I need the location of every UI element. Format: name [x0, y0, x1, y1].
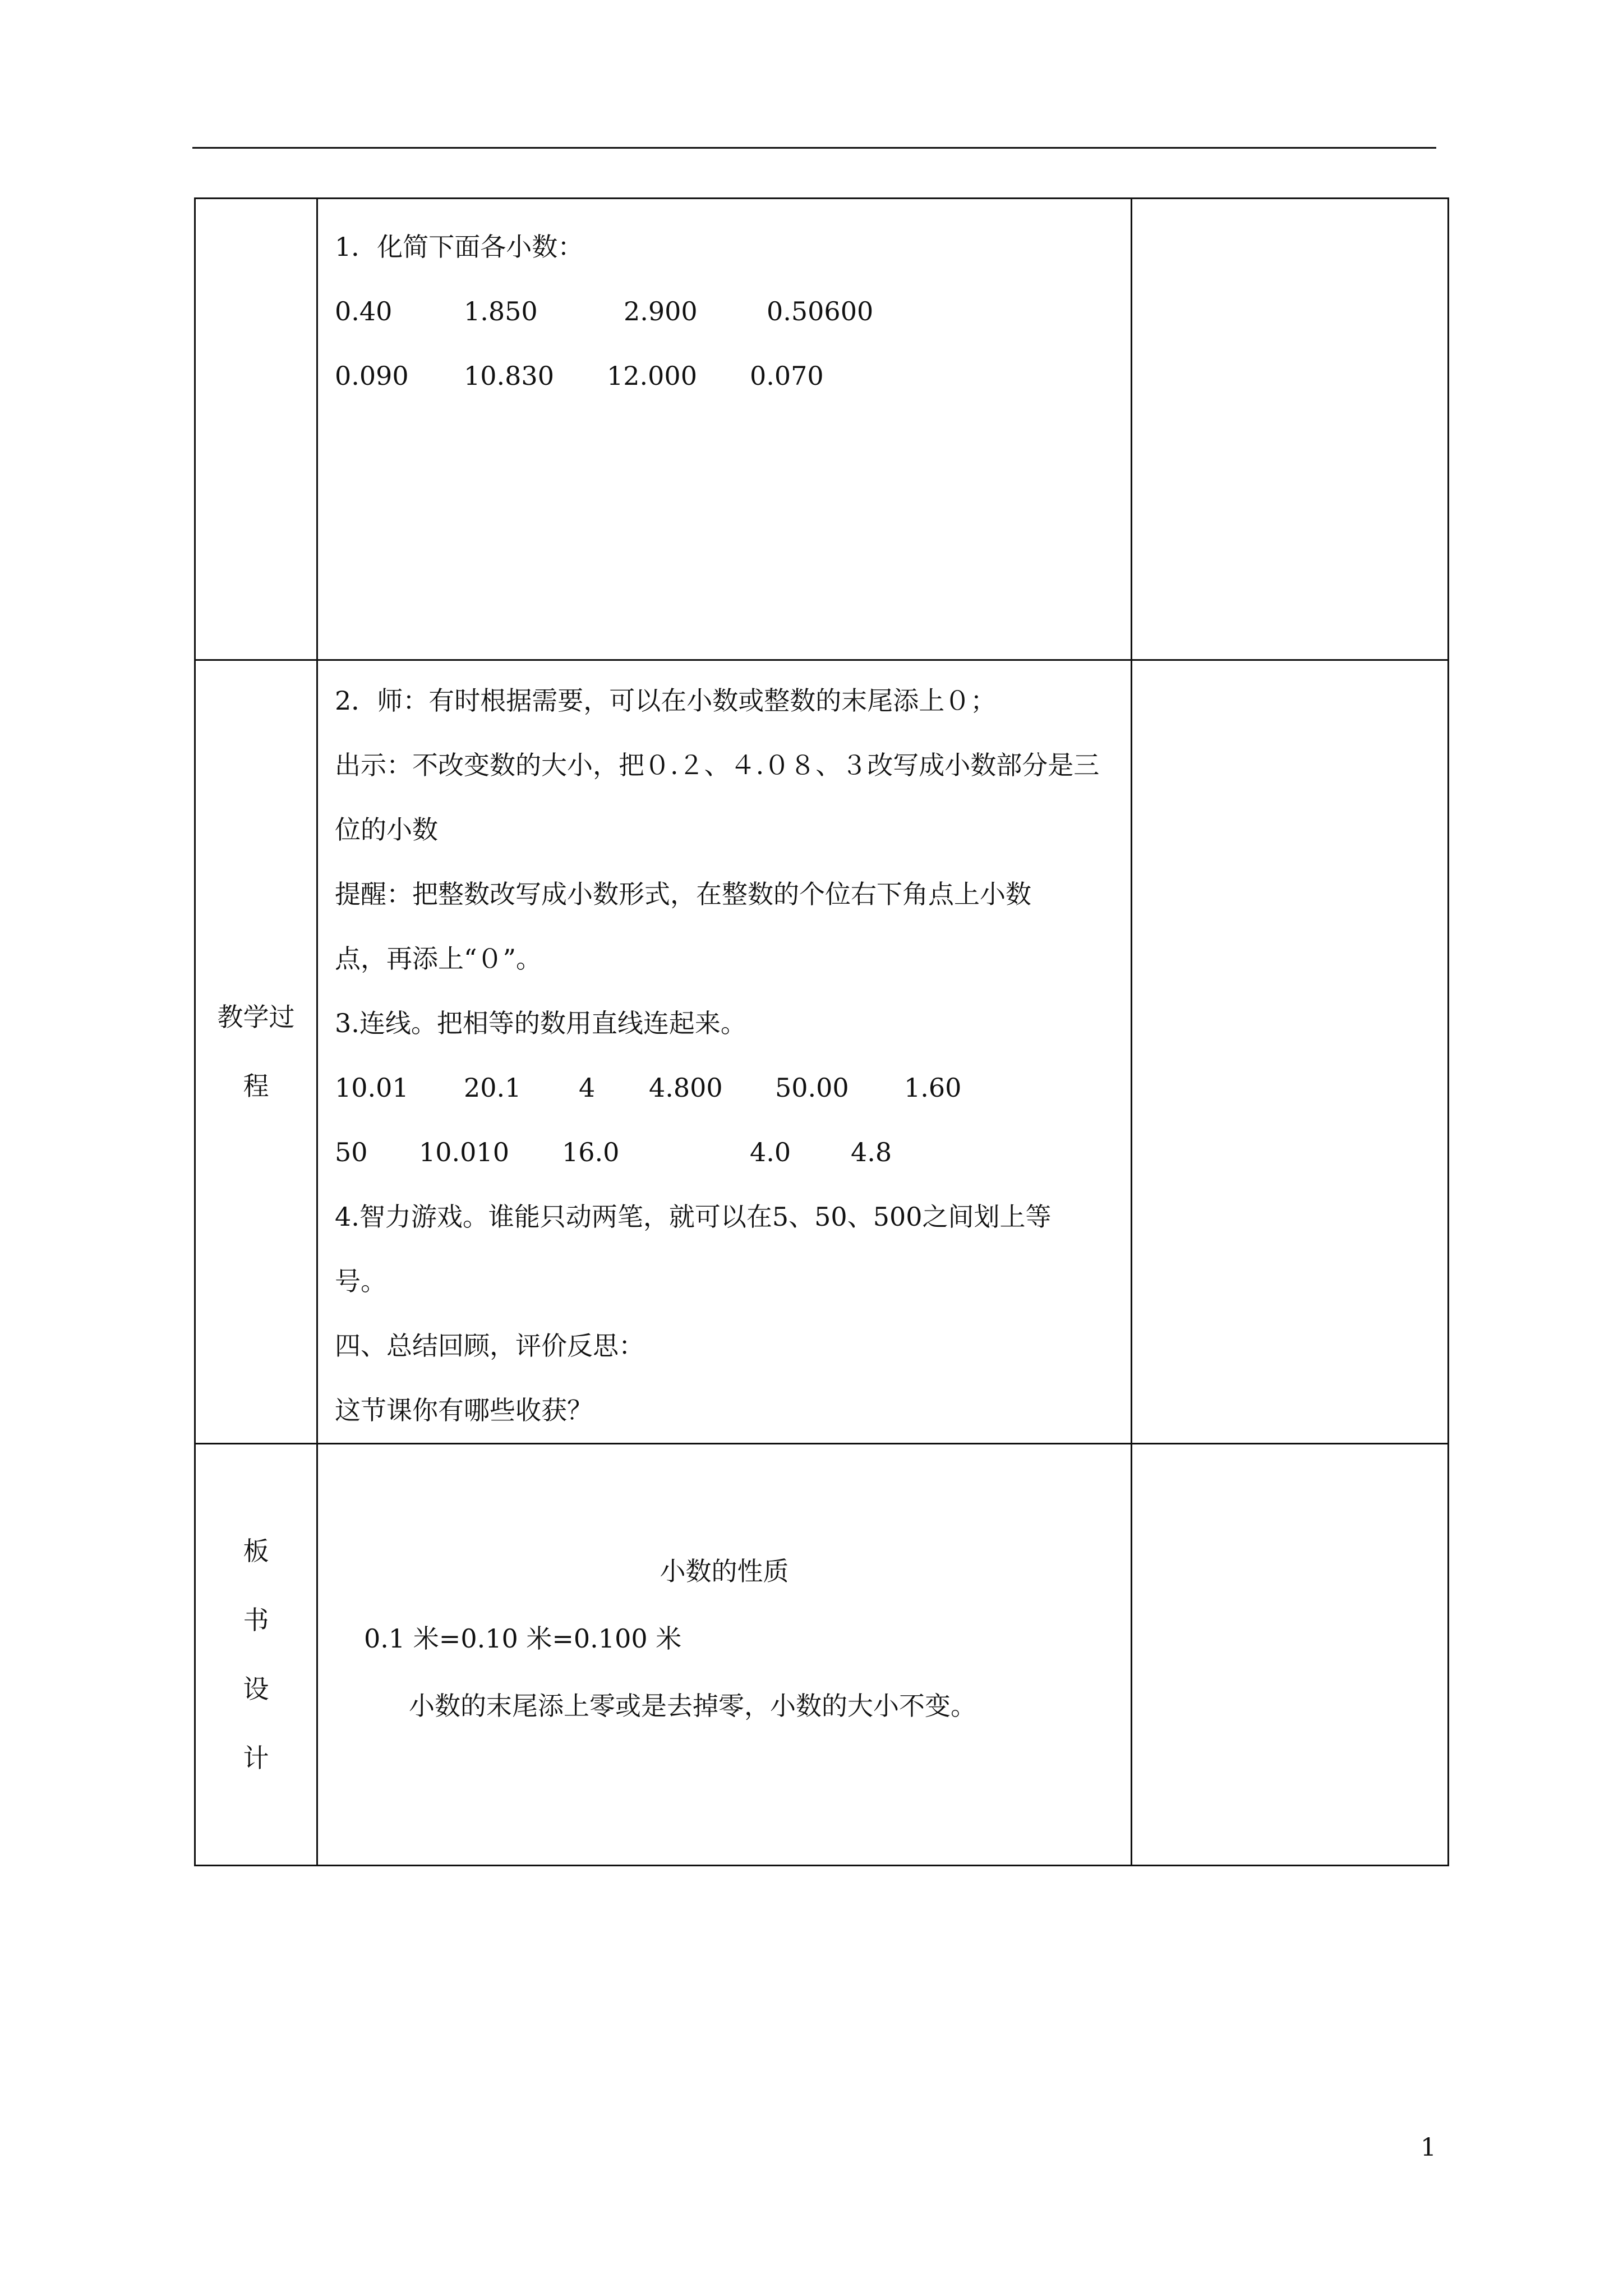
row-label-teaching-process: 教学过 程: [195, 660, 317, 1444]
content-cell: [317, 1444, 1132, 1866]
text-line: 四、总结回顾，评价反思：: [335, 1331, 644, 1361]
number: 10.010: [419, 1137, 509, 1167]
row-label-board-design: 板 书 设 计: [195, 1444, 317, 1866]
text-line: 位的小数: [335, 815, 438, 845]
number: 0.50600: [767, 296, 874, 326]
text-line: 3.连线。把相等的数用直线连起来。: [335, 1008, 746, 1038]
notes-cell: [1132, 199, 1449, 660]
number: 20.1: [464, 1073, 522, 1103]
number: 0.090: [335, 361, 409, 391]
text-line: 出示：不改变数的大小，把０.２、４.０８、３改写成小数部分是三: [335, 750, 1100, 780]
board-rule: 小数的末尾添上零或是去掉零，小数的大小不变。: [409, 1691, 976, 1721]
header-rule: [192, 147, 1436, 149]
number: 50.00: [775, 1073, 849, 1103]
number: 0.070: [750, 361, 824, 391]
text-line: 提醒：把整数改写成小数形式，在整数的个位右下角点上小数: [335, 879, 1031, 909]
content-cell: [317, 660, 1132, 1444]
number: 16.0: [562, 1137, 620, 1167]
number: 4.8: [851, 1137, 892, 1167]
number: 0.40: [335, 296, 393, 326]
row-label-cell: [195, 199, 317, 660]
page-number: 1: [1421, 2133, 1436, 2162]
text-line: 号。: [335, 1266, 386, 1296]
table-row: [195, 660, 1449, 1444]
number: 10.830: [464, 361, 554, 391]
notes-cell: [1132, 660, 1449, 1444]
lesson-plan-table: [194, 197, 1449, 1866]
board-title: 小数的性质: [660, 1556, 789, 1586]
content-cell: [317, 199, 1132, 660]
table-row: [195, 1444, 1449, 1866]
number: 10.01: [335, 1073, 409, 1103]
number: 4.0: [750, 1137, 791, 1167]
board-equation: 0.1 米=0.10 米=0.100 米: [364, 1623, 682, 1654]
notes-cell: [1132, 1444, 1449, 1866]
text-line: 2．师：有时根据需要，可以在小数或整数的末尾添上０；: [335, 685, 997, 716]
matching-numbers-a: [335, 1056, 1114, 1120]
number: 4: [579, 1073, 596, 1103]
text-line: 4.智力游戏。谁能只动两笔，就可以在5、50、500之间划上等: [335, 1202, 1052, 1232]
exercise-1-title: 1．化简下面各小数：: [335, 232, 584, 262]
number: 12.000: [607, 361, 697, 391]
number: 50: [335, 1137, 368, 1167]
exercise-1-numbers-b: [335, 344, 1114, 408]
text-line: 点，再添上“０”。: [335, 944, 542, 974]
matching-numbers-b: [335, 1120, 1114, 1185]
number: 4.800: [649, 1073, 723, 1103]
number: 2.900: [624, 296, 698, 326]
number: 1.850: [464, 296, 538, 326]
text-line: 这节课你有哪些收获？: [335, 1395, 593, 1425]
number: 1.60: [904, 1073, 962, 1103]
exercise-1-numbers-a: [335, 279, 1114, 344]
table-row: [195, 199, 1449, 660]
